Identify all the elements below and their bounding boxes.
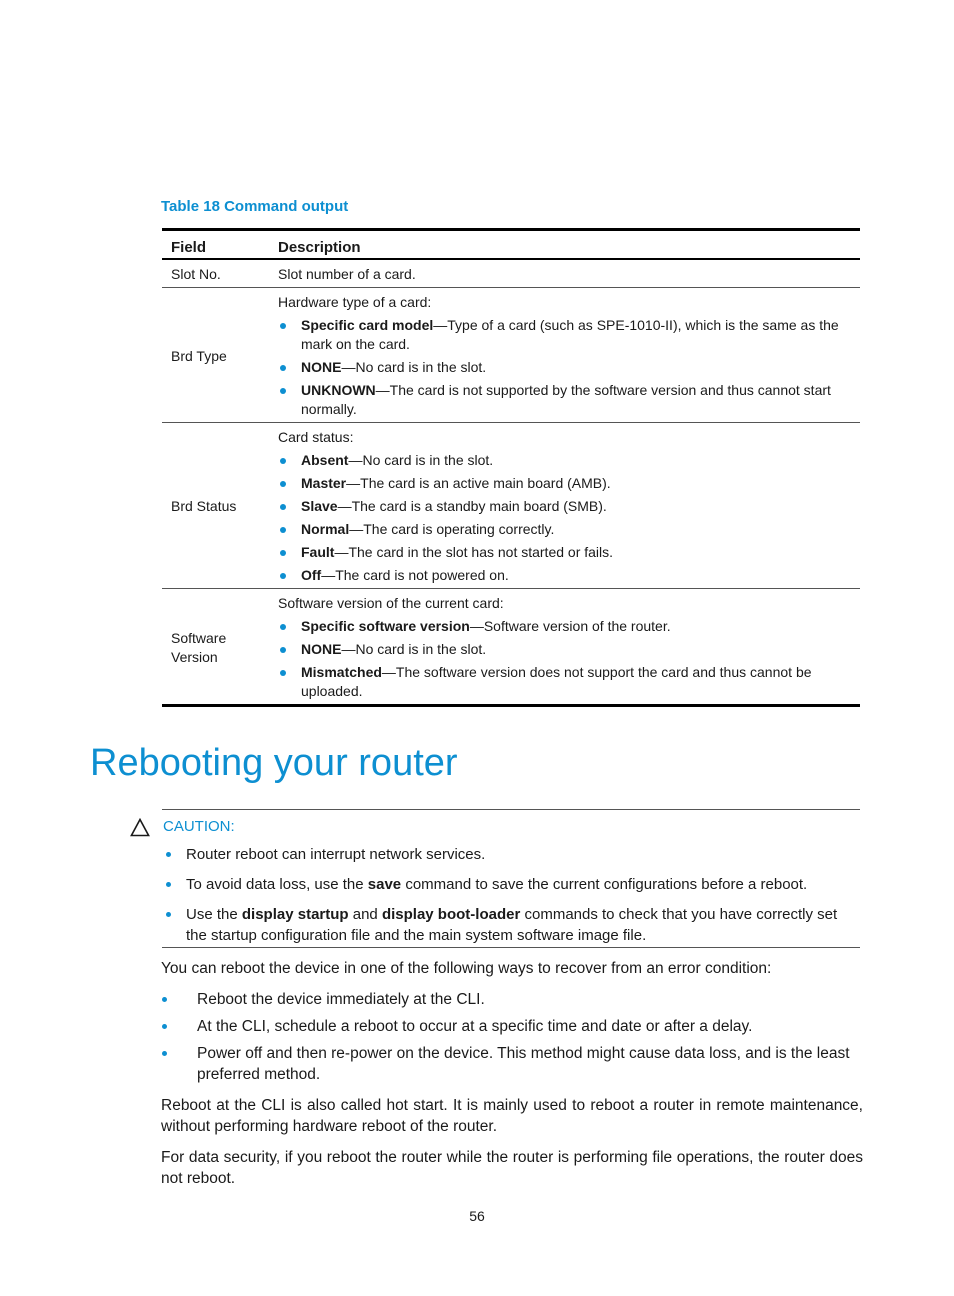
- field-cell: Brd Type: [162, 288, 269, 423]
- list-item: Power off and then re-power on the device. This method might cause data loss, and is the least preferred method.: [161, 1043, 863, 1085]
- reboot-methods-list: [161, 989, 863, 1085]
- list-item: [278, 520, 852, 539]
- list-text: —The card is not powered on.: [321, 567, 509, 583]
- field-cell: Brd Status: [162, 423, 269, 589]
- description-intro: Software version of the current card:: [278, 595, 504, 611]
- list-text: —Software version of the router.: [469, 618, 671, 634]
- table-row: [162, 288, 860, 423]
- list-item: [278, 474, 852, 493]
- list-term: Mismatched: [301, 664, 382, 680]
- warning-triangle-icon: [130, 818, 150, 837]
- list-text: —The card is an active main board (AMB).: [346, 475, 611, 491]
- command-keyword: display boot-loader: [381, 906, 521, 923]
- list-term: NONE: [301, 359, 342, 375]
- list-item: Reboot the device immediately at the CLI.: [161, 989, 863, 1010]
- table-row: [162, 423, 860, 589]
- list-item: [278, 640, 852, 659]
- list-text: —The card is not supported by the software version and thus cannot start normally.: [301, 382, 831, 417]
- caution-box: [162, 809, 860, 948]
- list-term: Absent: [301, 452, 349, 468]
- field-cell: Slot No.: [162, 259, 269, 288]
- caution-label: CAUTION:: [163, 818, 235, 835]
- list-item: [278, 381, 852, 419]
- caution-text: commands to check that you have correctly set the startup configuration file and the main system software image file.: [186, 906, 838, 944]
- list-item: [278, 617, 852, 636]
- caution-text: Router reboot can interrupt network services.: [186, 846, 486, 863]
- caution-text: To avoid data loss, use the: [186, 876, 368, 893]
- table-caption: Table 18 Command output: [161, 198, 349, 215]
- list-term: UNKNOWN: [301, 382, 376, 398]
- list-text: —The card in the slot has not started or fails.: [334, 544, 614, 560]
- caution-text: Use the: [186, 906, 242, 923]
- list-item: At the CLI, schedule a reboot to occur at a specific time and date or after a delay.: [161, 1016, 863, 1037]
- list-text: —The software version does not support the card and thus cannot be uploaded.: [301, 664, 812, 699]
- list-text: —No card is in the slot.: [348, 452, 494, 468]
- list-term: Master: [301, 475, 347, 491]
- description-cell: [269, 259, 860, 288]
- body-paragraph: For data security, if you reboot the router while the router is performing file operations, the router does not reboot.: [161, 1149, 863, 1187]
- list-item: [278, 451, 852, 470]
- list-term: Slave: [301, 498, 338, 514]
- value-list: [278, 451, 852, 585]
- section-heading: Rebooting your router: [90, 742, 458, 784]
- list-term: Normal: [301, 521, 350, 537]
- list-term: Specific software version: [301, 618, 470, 634]
- header-description: Description: [269, 230, 860, 260]
- list-item: [278, 497, 852, 516]
- description-cell: [269, 423, 860, 589]
- list-item: [278, 566, 852, 585]
- table-row: [162, 259, 860, 288]
- caution-text: and: [348, 906, 382, 923]
- list-text: —No card is in the slot.: [341, 359, 487, 375]
- list-text: —The card is operating correctly.: [349, 521, 555, 537]
- caution-item: [162, 844, 860, 865]
- page-number: 56: [469, 1208, 485, 1224]
- list-text: —The card is a standby main board (SMB).: [337, 498, 607, 514]
- description-cell: [269, 589, 860, 706]
- list-term: Fault: [301, 544, 335, 560]
- list-item: [278, 543, 852, 562]
- list-text: —No card is in the slot.: [341, 641, 487, 657]
- header-field: Field: [162, 230, 269, 260]
- list-item: [278, 316, 852, 354]
- value-list: [278, 617, 852, 701]
- description-text: Slot number of a card.: [278, 266, 416, 282]
- caution-item: [162, 904, 860, 946]
- command-keyword: save: [367, 876, 402, 893]
- body-paragraph: Reboot at the CLI is also called hot start. It is mainly used to reboot a router in remote maintenance, without performing hardware reboot of the router.: [161, 1097, 863, 1135]
- value-list: [278, 316, 852, 419]
- list-text: —Type of a card (such as SPE-1010-II), which is the same as the mark on the card.: [301, 317, 839, 352]
- description-intro: Hardware type of a card:: [278, 294, 432, 310]
- list-item: [278, 358, 852, 377]
- list-term: NONE: [301, 641, 342, 657]
- body-section: [161, 958, 863, 1199]
- field-cell: Software Version: [162, 589, 269, 706]
- command-keyword: display startup: [241, 906, 349, 923]
- table-header-row: [162, 230, 860, 260]
- command-output-table: [162, 228, 860, 707]
- caution-list: [162, 844, 860, 946]
- caution-item: [162, 874, 860, 895]
- list-term: Off: [301, 567, 322, 583]
- list-item: [278, 663, 852, 701]
- list-term: Specific card model: [301, 317, 434, 333]
- description-cell: [269, 288, 860, 423]
- caution-text: command to save the current configurations before a reboot.: [401, 876, 808, 893]
- description-intro: Card status:: [278, 429, 354, 445]
- table-row: [162, 589, 860, 706]
- body-paragraph: You can reboot the device in one of the following ways to recover from an error condition:: [161, 960, 772, 977]
